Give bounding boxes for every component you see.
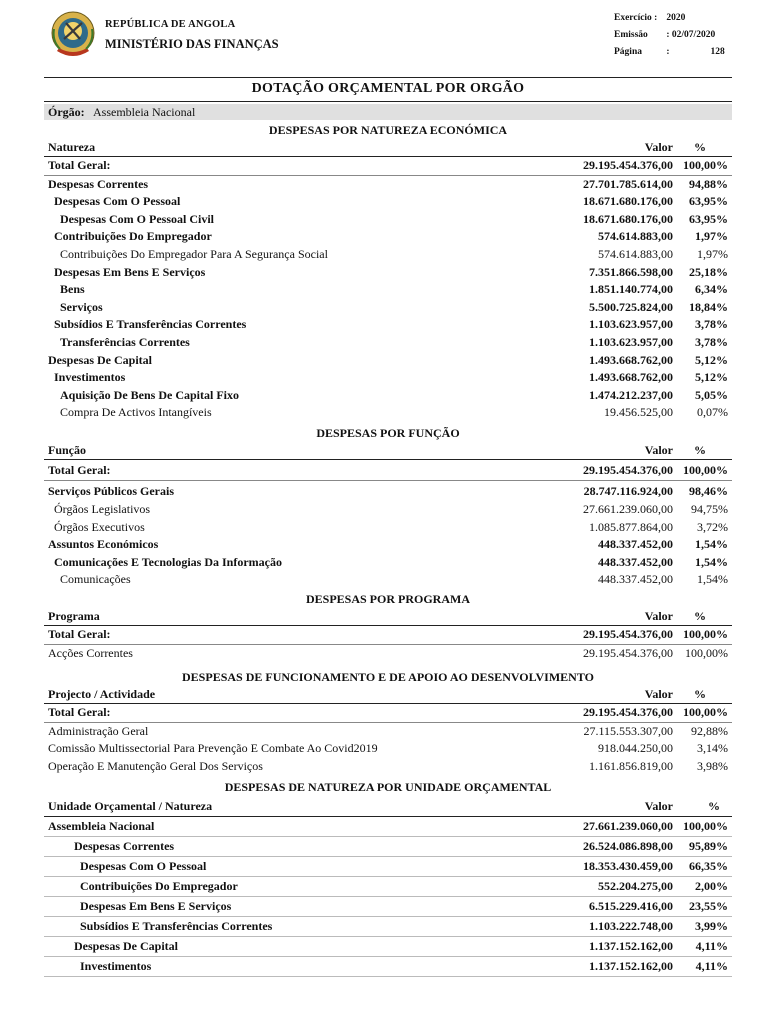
column-name: Unidade Orçamental / Natureza bbox=[48, 799, 213, 813]
row-pct: 2,00% bbox=[695, 879, 728, 893]
table-row bbox=[44, 228, 732, 246]
row-value: 18.671.680.176,00 bbox=[583, 211, 673, 226]
table-row bbox=[44, 211, 732, 229]
row-value: 5.500.725.824,00 bbox=[589, 299, 673, 314]
table-row bbox=[44, 387, 732, 405]
row-name: Total Geral: bbox=[48, 627, 111, 641]
row-value: 1.103.222.748,00 bbox=[589, 919, 673, 933]
column-header bbox=[44, 796, 732, 817]
emissao-value: : 02/07/2020 bbox=[666, 30, 716, 40]
table-row bbox=[44, 645, 732, 663]
table-row bbox=[44, 404, 732, 422]
row-name: Transferências Correntes bbox=[60, 334, 190, 349]
row-pct: 5,12% bbox=[695, 352, 728, 367]
section-programa bbox=[44, 590, 732, 662]
row-name: Comunicações E Tecnologias Da Informação bbox=[54, 554, 282, 569]
row-name: Comissão Multissectorial Para Prevenção E Combate Ao Covid2019 bbox=[48, 741, 378, 756]
row-name: Compra De Activos Intangíveis bbox=[60, 405, 212, 420]
row-pct: 1,97% bbox=[695, 229, 728, 244]
table-row bbox=[44, 519, 732, 537]
row-pct: 1,54% bbox=[695, 554, 728, 569]
table-row bbox=[44, 957, 732, 977]
row-value: 1.474.212.237,00 bbox=[589, 387, 673, 402]
row-pct: 5,05% bbox=[695, 387, 728, 402]
row-pct: 94,75% bbox=[691, 502, 728, 516]
orgao-bar bbox=[44, 104, 732, 120]
section-funcionamento-desenvolvimento bbox=[44, 668, 732, 775]
orgao-label: Órgão: bbox=[48, 105, 85, 119]
emissao-label: Emissão bbox=[614, 30, 648, 40]
row-pct: 6,34% bbox=[695, 282, 728, 297]
exercicio-value: 2020 bbox=[666, 13, 686, 23]
row-value: 448.337.452,00 bbox=[598, 572, 673, 587]
exercicio-label: Exercício : bbox=[614, 13, 658, 23]
ministry-name: MINISTÉRIO DAS FINANÇAS bbox=[105, 37, 279, 51]
row-value: 18.353.430.459,00 bbox=[583, 859, 673, 873]
row-pct: 100,00% bbox=[683, 819, 728, 833]
row-value: 1.103.623.957,00 bbox=[589, 317, 673, 332]
row-name: Despesas De Capital bbox=[74, 939, 178, 953]
row-value: 448.337.452,00 bbox=[598, 554, 673, 569]
row-name: Investimentos bbox=[80, 959, 152, 973]
table-row bbox=[44, 877, 732, 897]
row-pct: 18,84% bbox=[689, 299, 728, 314]
row-name: Assuntos Económicos bbox=[48, 537, 159, 552]
row-value: 1.103.623.957,00 bbox=[589, 334, 673, 349]
section-unidade-orcamental bbox=[44, 778, 732, 977]
row-value: 1.137.152.162,00 bbox=[589, 959, 673, 973]
table-row bbox=[44, 554, 732, 572]
table-row bbox=[44, 157, 732, 176]
row-value: 29.195.454.376,00 bbox=[583, 158, 673, 172]
column-value: Valor bbox=[644, 140, 673, 154]
exercicio-field bbox=[614, 13, 685, 23]
table-row bbox=[44, 281, 732, 299]
row-value: 552.204.275,00 bbox=[598, 879, 673, 893]
table-row bbox=[44, 917, 732, 937]
row-name: Operação E Manutenção Geral Dos Serviços bbox=[48, 758, 263, 773]
row-pct: 94,88% bbox=[689, 176, 728, 191]
row-value: 7.351.866.598,00 bbox=[589, 264, 673, 279]
row-name: Órgãos Legislativos bbox=[54, 502, 151, 516]
column-pct: % bbox=[694, 443, 706, 457]
angola-coat-of-arms-emblem bbox=[50, 9, 96, 61]
row-value: 29.195.454.376,00 bbox=[583, 627, 673, 641]
row-pct: 63,95% bbox=[689, 211, 728, 226]
table-row bbox=[44, 723, 732, 741]
table-row bbox=[44, 246, 732, 264]
row-pct: 3,78% bbox=[695, 334, 728, 349]
row-name: Despesas Correntes bbox=[74, 839, 175, 853]
row-name: Subsídios E Transferências Correntes bbox=[54, 317, 247, 332]
row-pct: 3,98% bbox=[697, 758, 728, 773]
row-pct: 100,00% bbox=[683, 705, 728, 719]
column-name: Natureza bbox=[48, 140, 96, 154]
row-name: Total Geral: bbox=[48, 463, 111, 477]
row-pct: 100,00% bbox=[683, 463, 728, 477]
table-row bbox=[44, 937, 732, 957]
row-name: Serviços bbox=[60, 299, 103, 314]
row-name: Despesas Em Bens E Serviços bbox=[80, 899, 232, 913]
row-pct: 3,99% bbox=[695, 919, 728, 933]
row-value: 27.661.239.060,00 bbox=[583, 819, 673, 833]
column-value: Valor bbox=[644, 443, 673, 457]
row-value: 574.614.883,00 bbox=[598, 229, 673, 244]
row-value: 1.161.856.819,00 bbox=[589, 758, 673, 773]
row-value: 27.701.785.614,00 bbox=[583, 176, 673, 191]
table-row bbox=[44, 481, 732, 501]
table-row bbox=[44, 758, 732, 776]
column-pct: % bbox=[694, 140, 706, 154]
column-pct: % bbox=[708, 799, 720, 813]
table-row bbox=[44, 193, 732, 211]
row-pct: 66,35% bbox=[689, 859, 728, 873]
header-divider bbox=[44, 77, 732, 78]
section-title: DESPESAS DE FUNCIONAMENTO E DE APOIO AO DESENVOLVIMENTO bbox=[182, 670, 594, 684]
table-row bbox=[44, 740, 732, 758]
table-row bbox=[44, 176, 732, 194]
row-value: 1.493.668.762,00 bbox=[589, 352, 673, 367]
table-row bbox=[44, 334, 732, 352]
row-value: 18.671.680.176,00 bbox=[583, 194, 673, 209]
row-name: Acções Correntes bbox=[48, 645, 133, 660]
table-row bbox=[44, 369, 732, 387]
row-value: 448.337.452,00 bbox=[598, 537, 673, 552]
row-pct: 98,46% bbox=[689, 484, 728, 498]
table-row bbox=[44, 460, 732, 481]
row-name: Administração Geral bbox=[48, 723, 149, 738]
row-value: 26.524.086.898,00 bbox=[583, 839, 673, 853]
row-name: Aquisição De Bens De Capital Fixo bbox=[60, 387, 240, 402]
column-pct: % bbox=[694, 609, 706, 623]
pagina-label: Página bbox=[614, 47, 642, 57]
row-value: 28.747.116.924,00 bbox=[583, 484, 673, 498]
row-pct: 4,11% bbox=[695, 959, 728, 973]
row-pct: 1,97% bbox=[697, 246, 728, 261]
row-pct: 23,55% bbox=[689, 899, 728, 913]
pagina-field bbox=[614, 47, 725, 57]
row-name: Despesas Correntes bbox=[48, 176, 149, 191]
row-value: 1.085.877.864,00 bbox=[589, 519, 673, 534]
table-row bbox=[44, 352, 732, 370]
column-name: Projecto / Actividade bbox=[48, 687, 156, 701]
row-value: 29.195.454.376,00 bbox=[583, 645, 673, 660]
table-row bbox=[44, 264, 732, 282]
row-name: Despesas Com O Pessoal bbox=[80, 859, 207, 873]
table-row bbox=[44, 897, 732, 917]
row-name: Total Geral: bbox=[48, 705, 111, 719]
table-row bbox=[44, 704, 732, 723]
column-header bbox=[44, 442, 732, 460]
row-pct: 95,89% bbox=[689, 839, 728, 853]
row-name: Despesas Com O Pessoal bbox=[54, 194, 181, 209]
column-header bbox=[44, 139, 732, 157]
row-name: Subsídios E Transferências Correntes bbox=[80, 919, 273, 933]
column-value: Valor bbox=[644, 609, 673, 623]
row-value: 918.044.250,00 bbox=[598, 741, 673, 756]
row-name: Investimentos bbox=[54, 370, 126, 385]
pagina-colon: : bbox=[666, 47, 670, 57]
section-title: DESPESAS POR NATUREZA ECONÓMICA bbox=[268, 123, 508, 137]
page-title: DOTAÇÃO ORÇAMENTAL POR ORGÃO bbox=[251, 81, 525, 96]
column-name: Programa bbox=[48, 609, 100, 623]
emissao-field bbox=[614, 30, 715, 40]
row-value: 27.661.239.060,00 bbox=[583, 502, 673, 516]
row-value: 1.137.152.162,00 bbox=[589, 939, 673, 953]
column-header bbox=[44, 686, 732, 704]
row-value: 19.456.525,00 bbox=[604, 405, 673, 420]
row-name: Total Geral: bbox=[48, 158, 111, 172]
table-row bbox=[44, 571, 732, 589]
row-pct: 5,12% bbox=[695, 370, 728, 385]
row-name: Serviços Públicos Gerais bbox=[48, 484, 174, 498]
row-value: 574.614.883,00 bbox=[598, 246, 673, 261]
row-value: 1.851.140.774,00 bbox=[589, 282, 673, 297]
republic-name: REPÚBLICA DE ANGOLA bbox=[105, 19, 236, 30]
row-name: Despesas De Capital bbox=[48, 352, 152, 367]
section-funcao bbox=[44, 424, 732, 589]
table-row bbox=[44, 536, 732, 554]
row-pct: 1,54% bbox=[697, 572, 728, 587]
row-name: Assembleia Nacional bbox=[48, 819, 155, 833]
table-row bbox=[44, 299, 732, 317]
row-pct: 25,18% bbox=[689, 264, 728, 279]
row-pct: 92,88% bbox=[691, 723, 728, 738]
column-pct: % bbox=[694, 687, 706, 701]
row-pct: 1,54% bbox=[695, 537, 728, 552]
orgao-value: Assembleia Nacional bbox=[93, 105, 196, 119]
section-title: DESPESAS DE NATUREZA POR UNIDADE ORÇAMENTAL bbox=[224, 780, 552, 794]
table-row bbox=[44, 837, 732, 857]
row-pct: 63,95% bbox=[689, 194, 728, 209]
section-title: DESPESAS POR FUNÇÃO bbox=[316, 426, 460, 440]
column-name: Função bbox=[48, 443, 87, 457]
row-name: Despesas Em Bens E Serviços bbox=[54, 264, 206, 279]
row-pct: 100,00% bbox=[685, 645, 728, 660]
row-value: 29.195.454.376,00 bbox=[583, 705, 673, 719]
row-name: Órgãos Executivos bbox=[54, 519, 145, 534]
section-natureza-economica bbox=[44, 121, 732, 422]
row-name: Comunicações bbox=[60, 572, 131, 587]
row-value: 6.515.229.416,00 bbox=[589, 899, 673, 913]
table-row bbox=[44, 857, 732, 877]
row-name: Despesas Com O Pessoal Civil bbox=[60, 211, 214, 226]
row-pct: 3,72% bbox=[697, 519, 728, 534]
title-divider bbox=[44, 101, 732, 102]
column-value: Valor bbox=[644, 799, 673, 813]
pagina-value: 128 bbox=[710, 47, 725, 57]
row-value: 29.195.454.376,00 bbox=[583, 463, 673, 477]
table-row bbox=[44, 501, 732, 519]
table-row bbox=[44, 316, 732, 334]
row-pct: 0,07% bbox=[697, 405, 728, 420]
section-title: DESPESAS POR PROGRAMA bbox=[305, 592, 470, 606]
row-pct: 3,14% bbox=[697, 741, 728, 756]
row-pct: 4,11% bbox=[695, 939, 728, 953]
row-pct: 100,00% bbox=[683, 158, 728, 172]
row-pct: 100,00% bbox=[683, 627, 728, 641]
column-value: Valor bbox=[644, 687, 673, 701]
row-name: Bens bbox=[60, 282, 85, 297]
column-header bbox=[44, 608, 732, 626]
row-value: 1.493.668.762,00 bbox=[589, 370, 673, 385]
table-row bbox=[44, 817, 732, 837]
row-name: Contribuições Do Empregador Para A Segurança Social bbox=[60, 246, 328, 261]
row-name: Contribuições Do Empregador bbox=[80, 879, 238, 893]
page-header bbox=[0, 0, 768, 80]
table-row bbox=[44, 626, 732, 645]
row-name: Contribuições Do Empregador bbox=[54, 229, 212, 244]
row-pct: 3,78% bbox=[695, 317, 728, 332]
row-value: 27.115.553.307,00 bbox=[583, 723, 673, 738]
